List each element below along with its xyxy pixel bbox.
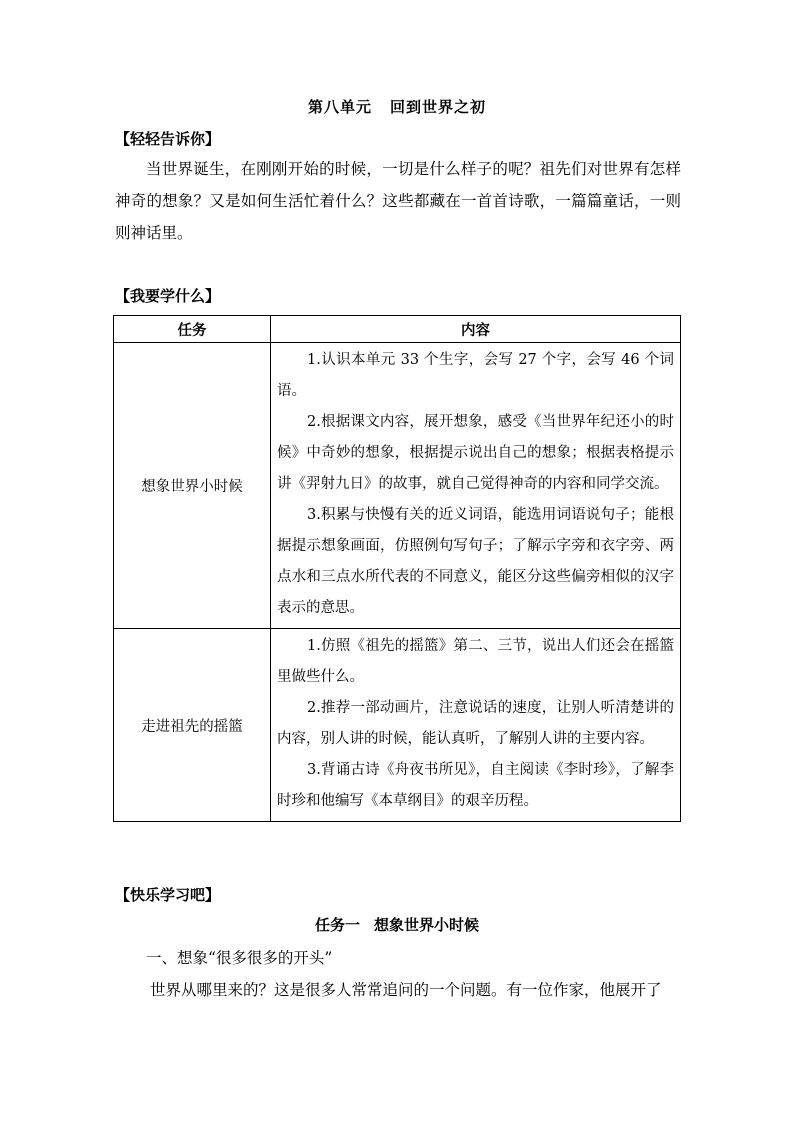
table-header-row — [114, 316, 681, 343]
content-cell — [271, 343, 681, 629]
unit-name: 回到世界之初 — [390, 98, 487, 116]
section-heading-what-to-learn: 【我要学什么】 — [115, 287, 221, 305]
header-content: 内容 — [271, 316, 681, 343]
unit-title — [0, 96, 794, 117]
intro-paragraph: 当世界诞生，在刚刚开始的时候，一切是什么样子的呢？祖先们对世界有怎样神奇的想象？又是如何生活忙着什么？这些都藏在一首首诗歌，一篇篇童话，一则则神话里。 — [115, 160, 681, 242]
content-item: 1.认识本单元 33 个生字，会写 27 个字，会写 46 个词语。 — [277, 352, 674, 399]
task-cell: 想象世界小时候 — [114, 343, 271, 629]
content-item: 2.根据课文内容，展开想象，感受《当世界年纪还小的时候》中奇妙的想象，根据提示说出自己的想象；根据表格提示讲《羿射九日》的故事，就自己觉得神奇的内容和同学交流。 — [277, 414, 674, 492]
learning-tasks-table — [113, 315, 681, 822]
table-row — [114, 629, 681, 822]
section-heading-tell-you: 【轻轻告诉你】 — [115, 130, 221, 148]
content-cell — [271, 629, 681, 822]
unit-number: 第八单元 — [307, 98, 372, 116]
subheading: 一、想象“很多很多的开头” — [146, 949, 333, 967]
task-name: 想象世界小时候 — [374, 916, 480, 934]
section-heading-happy-learning: 【快乐学习吧】 — [115, 886, 221, 904]
table-row — [114, 343, 681, 629]
content-item: 2.推荐一部动画片，注意说话的速度，让别人听清楚讲的内容，别人讲的时候，能认真听，了解别人讲的主要内容。 — [277, 700, 674, 747]
body-line: 世界从哪里来的？这是很多人常常追问的一个问题。有一位作家，他展开了 — [150, 981, 662, 999]
content-item: 1.仿照《祖先的摇篮》第二、三节，说出人们还会在摇篮里做些什么。 — [277, 638, 674, 685]
header-task: 任务 — [114, 316, 271, 343]
task-label: 任务一 — [314, 916, 360, 934]
content-item: 3.背诵古诗《舟夜书所见》，自主阅读《李时珍》，了解李时珍和他编写《本草纲目》的艰辛历程。 — [277, 762, 674, 809]
task-title — [0, 914, 794, 935]
task-cell: 走进祖先的摇篮 — [114, 629, 271, 822]
content-item: 3.积累与快慢有关的近义词语，能选用词语说句子；能根据提示想象画面，仿照例句写句子；了解示字旁和衣字旁、两点水和三点水所代表的不同意义，能区分这些偏旁相似的汉字表示的意思。 — [277, 507, 674, 616]
